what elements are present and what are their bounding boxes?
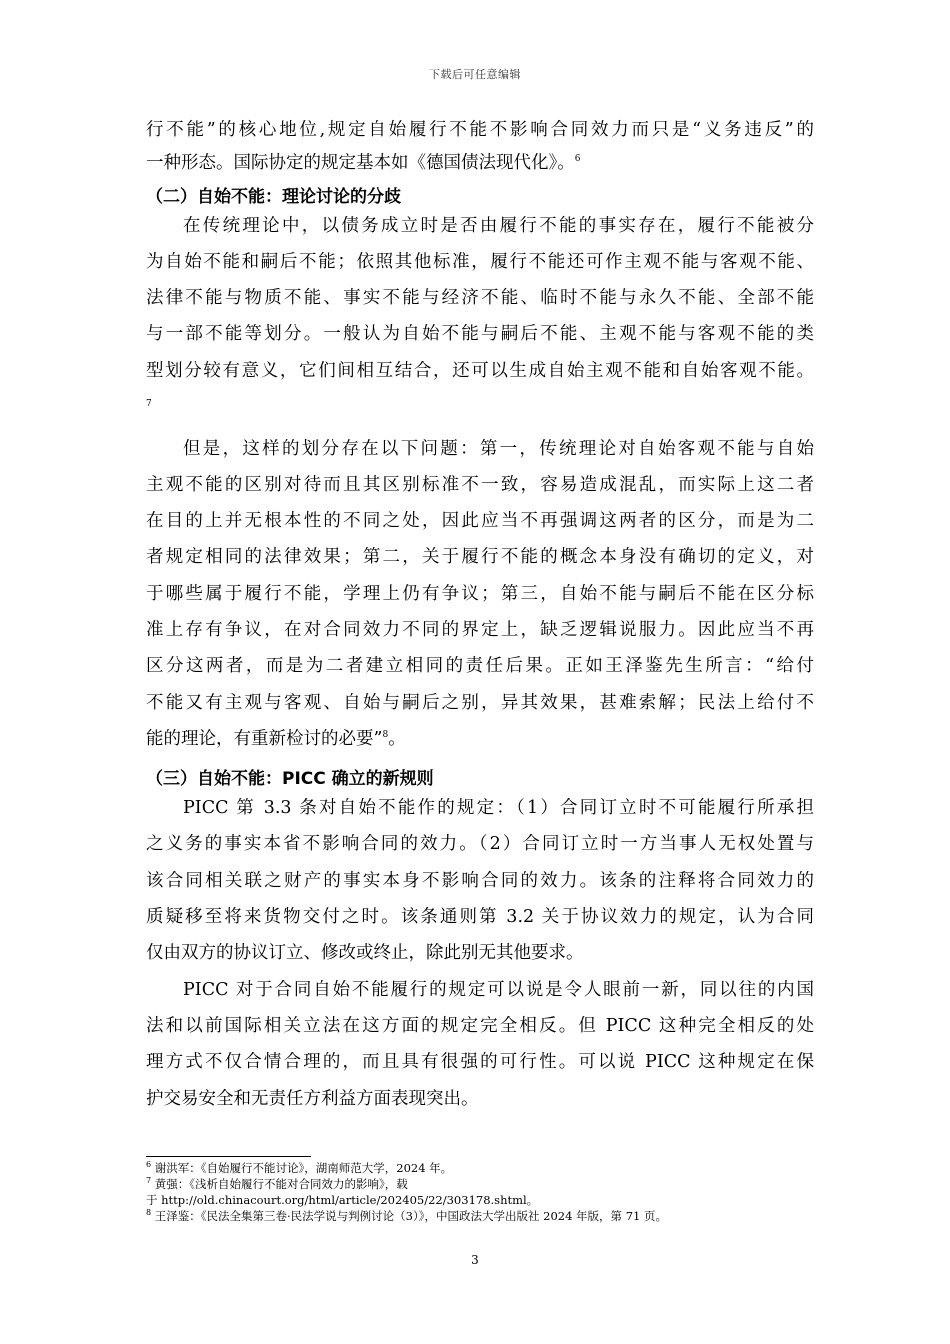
paragraph-line: 于哪些属于履行不能，学理上仍有争议；第三，自始不能与嗣后不能在区分标 <box>146 584 814 604</box>
paragraph-line: 质疑移至将来货物交付之时。该条通则第 3.2 关于协议效力的规定，认为合同 <box>146 907 814 927</box>
paragraph-line: 准上存有争议，在对合同效力不同的界定上，缺乏逻辑说服力。因此应当不再 <box>146 620 814 640</box>
paragraph-line: 能的理论，有重新检讨的必要”$^8$。 <box>146 729 406 749</box>
page-header: 下载后可任意编辑 <box>429 68 521 81</box>
footnote-ref-8: 8 <box>382 730 389 741</box>
paragraph-line: 主观不能的区别对待而且其区别标准不一致，容易造成混乱，而实际上这二者 <box>146 475 814 495</box>
section-heading-2: （二）自始不能：理论讨论的分歧 <box>146 187 401 207</box>
paragraph-line: 在传统理论中，以债务成立时是否由履行不能的事实存在，履行不能被分 <box>183 216 814 236</box>
page-number: 3 <box>471 1253 479 1267</box>
footnote-8: $^8$ 王泽鉴：《民法全集第三卷·民法学说与判例讨论（3）》，中国政法大学出版社 2024 年版，第 71 页。 <box>146 1208 667 1223</box>
footnotes <box>146 1160 826 1224</box>
paragraph-line: PICC 对于合同自始不能履行的规定可以说是令人眼前一新，同以往的内国 <box>183 980 814 1000</box>
footnote-7-url: 于 http://old.chinacourt.org/html/article/202405/22/303178.shtml。 <box>146 1193 539 1207</box>
paragraph-line: 但是，这样的划分存在以下问题：第一，传统理论对自始客观不能与自始 <box>183 439 814 459</box>
footnote-ref-7: 7 <box>146 399 152 409</box>
paragraph-line: 之义务的事实本省不影响合同的效力。（2）合同订立时一方当事人无权处置与 <box>146 834 814 854</box>
paragraph-line: 仅由双方的协议订立、修改或终止，除此别无其他要求。 <box>146 943 584 963</box>
footnote-ref-6: 6 <box>574 154 581 165</box>
paragraph-line: 法和以前国际相关立法在这方面的规定完全相反。但 PICC 这种完全相反的处 <box>146 1016 814 1036</box>
paragraph-line: 该合同相关联之财产的事实本身不影响合同的效力。该条的注释将合同效力的 <box>146 871 814 891</box>
paragraph-line: PICC 第 3.3 条对自始不能作的规定：（1）合同订立时不可能履行所承担 <box>183 798 814 818</box>
paragraph-line: 在目的上并无根本性的不同之处，因此应当不再强调这两者的区分，而是为二 <box>146 511 814 531</box>
footnote-separator <box>146 1156 311 1157</box>
paragraph-line: 为自始不能和嗣后不能；依照其他标准，履行不能还可作主观不能与客观不能、 <box>146 252 814 272</box>
paragraph-line: 一种形态。国际协定的规定基本如《德国债法现代化》。$^6$ <box>146 153 581 173</box>
paragraph-line: 型划分较有意义，它们间相互结合，还可以生成自始主观不能和自始客观不能。 <box>146 361 814 381</box>
paragraph-line: 者规定相同的法律效果；第二，关于履行不能的概念本身没有确切的定义，对 <box>146 547 814 567</box>
paragraph-line: 区分这两者，而是为二者建立相同的责任后果。正如王泽鉴先生所言：“给付 <box>146 656 814 676</box>
section-heading-3: （三）自始不能：PICC 确立的新规则 <box>146 769 434 789</box>
paragraph-line: 与一部不能等划分。一般认为自始不能与嗣后不能、主观不能与客观不能的类 <box>146 324 814 344</box>
paragraph-line: 法律不能与物质不能、事实不能与经济不能、临时不能与永久不能、全部不能 <box>146 288 814 308</box>
footnote-6: $^6$ 谢洪军：《自始履行不能讨论》，湖南师范大学，2024 年。 <box>146 1160 453 1175</box>
paragraph-line: 理方式不仅合情合理的，而且具有很强的可行性。可以说 PICC 这种规定在保 <box>146 1052 814 1072</box>
paragraph-line: 不能又有主观与客观、自始与嗣后之别，异其效果，甚难索解；民法上给付不 <box>146 693 814 713</box>
paragraph-line: 行不能”的核心地位,规定自始履行不能不影响合同效力而只是“义务违反”的 <box>146 120 814 140</box>
paragraph-line: 护交易安全和无责任方利益方面表现突出。 <box>146 1089 479 1109</box>
footnote-7: $^7$ 黄强：《浅析自始履行不能对合同效力的影响》，载 <box>146 1176 408 1191</box>
